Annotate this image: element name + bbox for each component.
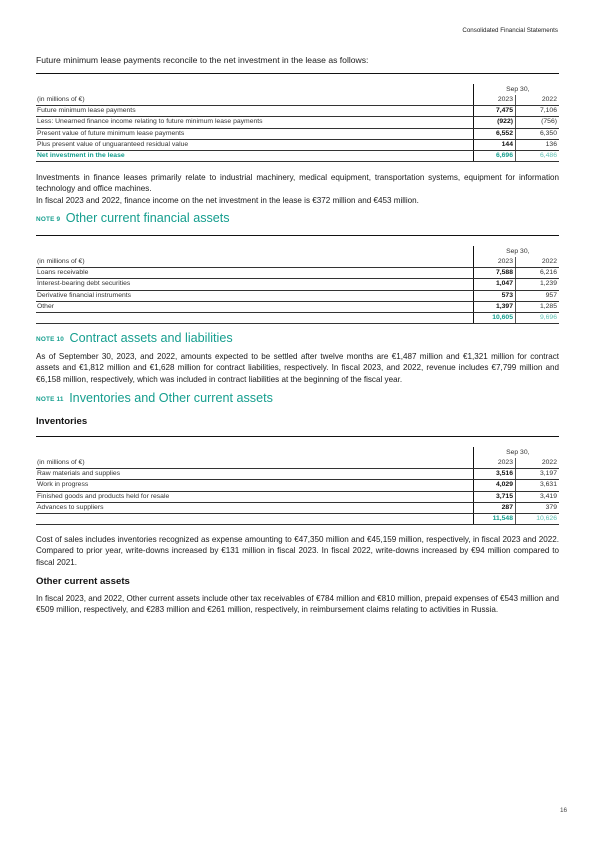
table-row (36, 128, 559, 139)
unit-label: (in millions of €) (36, 458, 474, 469)
unit-label: (in millions of €) (36, 257, 474, 268)
value-2023: 573 (474, 290, 516, 301)
section-divider (36, 73, 559, 74)
section-divider (36, 436, 559, 437)
column-header-2022: 2022 (516, 458, 560, 469)
note-title: Other current financial assets (65, 211, 230, 225)
total-label (36, 312, 474, 323)
note-9-heading (36, 211, 230, 225)
value-2022: 6,216 (516, 268, 560, 279)
note-10-paragraph: As of September 30, 2023, and 2022, amounts expected to be settled after twelve months are €1,487 million and €1,321 million for contract assets and €1,812 million and €1,628 million for contract liabilities, respectively. In fiscal 2023, and 2022, revenue includes €7,799 million and €6,158 million, respectively, which was included in contract liabilities at the beginning of the fiscal year. (36, 352, 559, 384)
value-2022: 3,197 (516, 469, 560, 480)
value-2023: 3,715 (474, 491, 516, 502)
total-2023: 11,548 (474, 513, 516, 524)
value-2022: 3,631 (516, 480, 560, 491)
inventories-table (36, 447, 559, 525)
total-2022: 9,696 (516, 312, 560, 323)
note-tag: NOTE 9 (36, 216, 61, 223)
total-label (36, 513, 474, 524)
table-row (36, 491, 559, 502)
value-2022: 136 (516, 139, 560, 150)
row-label: Loans receivable (36, 268, 474, 279)
other-current-financial-assets-table (36, 246, 559, 324)
column-header-2022: 2022 (516, 95, 560, 106)
row-label: Finished goods and products held for resale (36, 491, 474, 502)
total-2023: 10,605 (474, 312, 516, 323)
note-10-heading (36, 331, 233, 345)
row-label: Present value of future minimum lease payments (36, 128, 474, 139)
section-header-title: Consolidated Financial Statements (462, 27, 558, 34)
row-label: Raw materials and supplies (36, 469, 474, 480)
total-2022: 10,626 (516, 513, 560, 524)
total-label: Net investment in the lease (36, 150, 474, 161)
table-row (36, 279, 559, 290)
column-header-2022: 2022 (516, 257, 560, 268)
inventories-heading: Inventories (36, 416, 88, 427)
row-label: Derivative financial instruments (36, 290, 474, 301)
row-label: Less: Unearned finance income relating to future minimum lease payments (36, 117, 474, 128)
total-2022: 6,486 (516, 150, 560, 161)
value-2023: 7,475 (474, 106, 516, 117)
spacer (36, 84, 474, 95)
value-2023: 287 (474, 502, 516, 513)
value-2022: 7,106 (516, 106, 560, 117)
value-2022: 957 (516, 290, 560, 301)
unit-label: (in millions of €) (36, 95, 474, 106)
value-2023: 4,029 (474, 480, 516, 491)
table-row (36, 117, 559, 128)
table-row (36, 268, 559, 279)
note-tag: NOTE 11 (36, 396, 64, 403)
value-2023: 1,397 (474, 301, 516, 312)
value-2022: 6,350 (516, 128, 560, 139)
value-2023: 144 (474, 139, 516, 150)
lease-paragraph-2: In fiscal 2023 and 2022, finance income on the net investment in the lease is €372 million and €453 million. (36, 196, 419, 205)
row-label: Plus present value of unguaranteed residual value (36, 139, 474, 150)
period-label: Sep 30, (474, 246, 516, 257)
value-2023: 6,552 (474, 128, 516, 139)
table-row (36, 480, 559, 491)
value-2023: 7,588 (474, 268, 516, 279)
total-row (36, 513, 559, 524)
value-2023: (922) (474, 117, 516, 128)
other-current-assets-paragraph: In fiscal 2023, and 2022, Other current assets include other tax receivables of €784 million and €810 million, prepaid expenses of €543 million and €509 million, respectively, and €283 million and €261 million, respectively, in reimbursement claims relating to activities in Russia. (36, 594, 559, 615)
total-row (36, 312, 559, 323)
note-tag: NOTE 10 (36, 336, 65, 343)
value-2022: 3,419 (516, 491, 560, 502)
page-number: 16 (560, 807, 568, 814)
period-label: Sep 30, (474, 447, 516, 458)
table-row (36, 469, 559, 480)
value-2022: (756) (516, 117, 560, 128)
note-11-heading (36, 391, 273, 405)
value-2023: 1,047 (474, 279, 516, 290)
column-header-2023: 2023 (474, 257, 516, 268)
value-2022: 379 (516, 502, 560, 513)
row-label: Work in progress (36, 480, 474, 491)
note-title: Contract assets and liabilities (69, 331, 233, 345)
inventories-paragraph: Cost of sales includes inventories recognized as expense amounting to €47,350 million and €45,159 million, respectively, in fiscal 2023 and 2022. Compared to prior year, write-downs increased by €131 million in fiscal 2023. In fiscal 2022, write-downs increased by €94 million compared to fiscal 2021. (36, 535, 559, 567)
lease-reconciliation-table (36, 84, 559, 162)
row-label: Interest-bearing debt securities (36, 279, 474, 290)
other-current-assets-heading: Other current assets (36, 576, 130, 587)
value-2022: 1,285 (516, 301, 560, 312)
column-header-2023: 2023 (474, 458, 516, 469)
total-row (36, 150, 559, 161)
table-row (36, 290, 559, 301)
table-row (36, 301, 559, 312)
table-row (36, 139, 559, 150)
period-label: Sep 30, (474, 84, 516, 95)
total-2023: 6,696 (474, 150, 516, 161)
value-2023: 3,516 (474, 469, 516, 480)
section-divider (36, 235, 559, 236)
row-label: Advances to suppliers (36, 502, 474, 513)
row-label: Future minimum lease payments (36, 106, 474, 117)
lease-paragraph-1: Investments in finance leases primarily relate to industrial machinery, medical equipment, transportation systems, equipment for information technology and office machines. (36, 173, 559, 194)
column-header-2023: 2023 (474, 95, 516, 106)
row-label: Other (36, 301, 474, 312)
note-title: Inventories and Other current assets (69, 391, 273, 405)
lease-intro-text: Future minimum lease payments reconcile to the net investment in the lease as follows: (36, 55, 369, 65)
table-row (36, 106, 559, 117)
table-row (36, 502, 559, 513)
value-2022: 1,239 (516, 279, 560, 290)
